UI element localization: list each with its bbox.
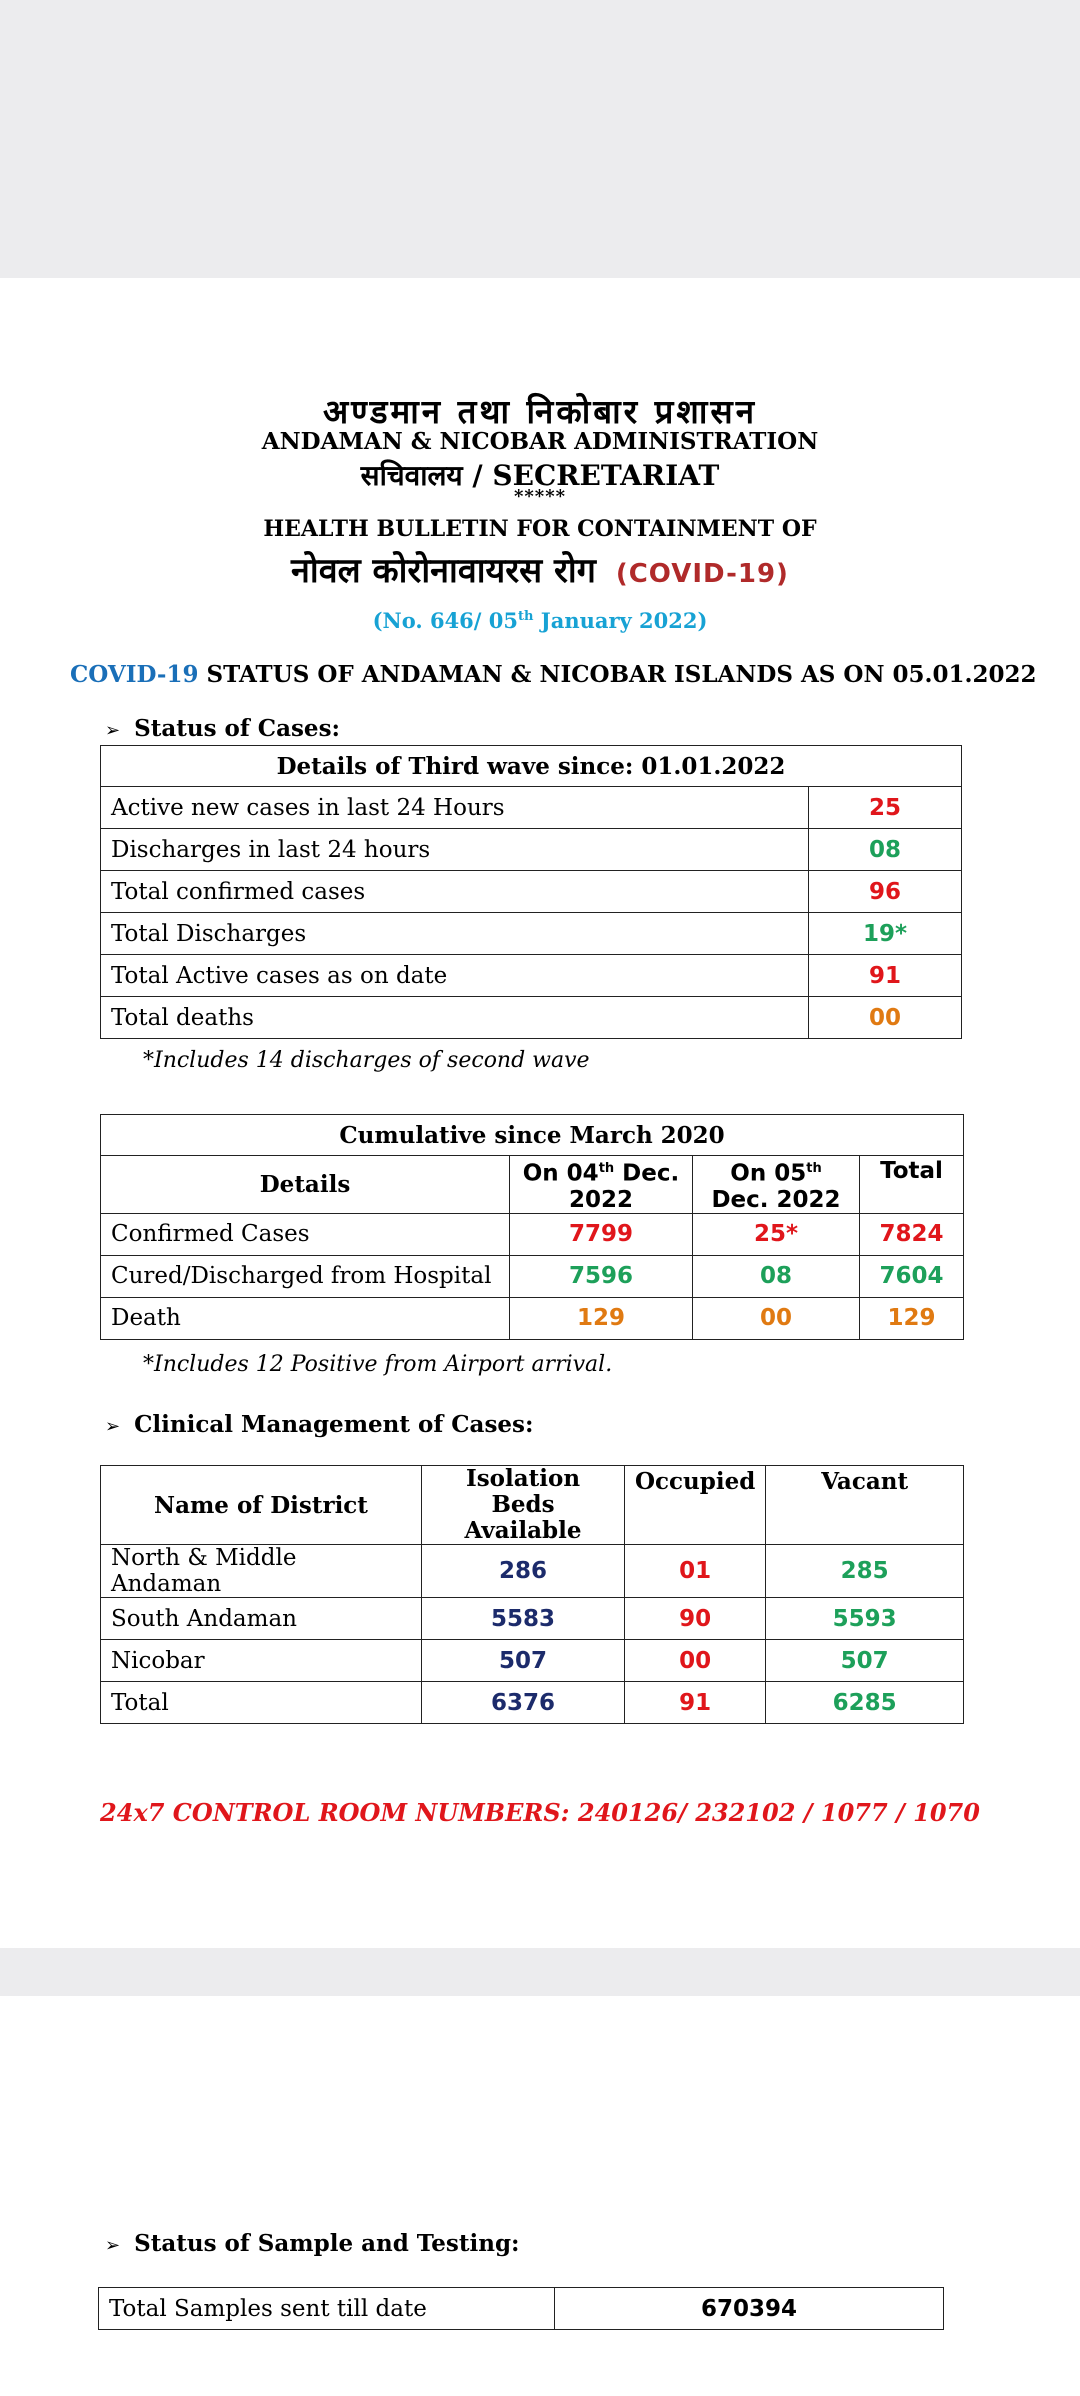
- cumulative-title-row: [101, 1115, 964, 1156]
- table-title-row: [101, 746, 962, 787]
- cumulative-header-row: [101, 1156, 964, 1214]
- clinical-body: [101, 1545, 964, 1724]
- col-dec4-a: On 04: [522, 1160, 599, 1187]
- testing-heading-text: Status of Sample and Testing:: [134, 2230, 520, 2257]
- bulletin-number-sup: th: [518, 609, 534, 624]
- control-room-numbers: 24x7 CONTROL ROOM NUMBERS: 240126/ 232102 / 1077 / 1070: [100, 1798, 980, 1827]
- row-label: Confirmed Cases: [101, 1213, 510, 1255]
- table-row: [101, 1682, 964, 1724]
- dec5-value: 25*: [693, 1213, 860, 1255]
- row-label: Total deaths: [101, 997, 809, 1039]
- col-dec5-c: Dec. 2022: [711, 1186, 841, 1213]
- table-row: [101, 955, 962, 997]
- table-row: [101, 829, 962, 871]
- clinical-table: [100, 1465, 964, 1724]
- table-row: [101, 1640, 964, 1682]
- bulletin-number-prefix: (No. 646/ 05: [372, 608, 518, 633]
- cumulative-title: Cumulative since March 2020: [101, 1115, 964, 1156]
- status-line-text: STATUS OF ANDAMAN & NICOBAR ISLANDS AS ON 05.01.2022: [198, 661, 1037, 688]
- row-label: Death: [101, 1297, 510, 1339]
- admin-title-english: ANDAMAN & NICOBAR ADMINISTRATION: [261, 428, 819, 455]
- testing-row-label: Total Samples sent till date: [99, 2288, 555, 2330]
- testing-table: [98, 2287, 944, 2330]
- total-value: 129: [860, 1297, 964, 1339]
- col-district: Name of District: [101, 1466, 422, 1545]
- table-row: [101, 1545, 964, 1598]
- stars-divider: *****: [513, 486, 567, 507]
- total-value: 7604: [860, 1255, 964, 1297]
- novel-coronavirus-hindi: नोवल कोरोनावायरस रोग: [291, 551, 596, 591]
- arrow-bullet-icon: ➢: [105, 1416, 121, 1437]
- occupied-value: 01: [625, 1545, 766, 1598]
- total-value: 7824: [860, 1213, 964, 1255]
- col-vacant: Vacant: [766, 1466, 964, 1545]
- row-label: Total Discharges: [101, 913, 809, 955]
- beds-value: 5583: [422, 1598, 625, 1640]
- bulletin-number: [0, 608, 1080, 633]
- table-row: [99, 2288, 944, 2330]
- col-dec5-sup: th: [806, 1161, 822, 1176]
- secretariat-english: SECRETARIAT: [492, 459, 720, 492]
- bulletin-page-2: [0, 1996, 1080, 2396]
- clinical-heading-text: Clinical Management of Cases:: [134, 1411, 534, 1438]
- table-row: [101, 1213, 964, 1255]
- cumulative-body: [101, 1213, 964, 1339]
- table-row: [101, 871, 962, 913]
- col-beds-b: Available: [464, 1517, 582, 1544]
- status-line: [70, 661, 1037, 688]
- vacant-value: 507: [766, 1640, 964, 1682]
- dec5-value: 00: [693, 1297, 860, 1339]
- col-dec5-a: On 05: [730, 1160, 807, 1187]
- col-dec4-b: Dec.: [614, 1160, 680, 1187]
- col-beds: [422, 1466, 625, 1545]
- row-label: Discharges in last 24 hours: [101, 829, 809, 871]
- testing-row-value: 670394: [555, 2288, 944, 2330]
- arrow-bullet-icon: ➢: [105, 720, 121, 741]
- cases-heading: [105, 715, 340, 742]
- third-wave-title: Details of Third wave since: 01.01.2022: [101, 746, 962, 787]
- occupied-value: 90: [625, 1598, 766, 1640]
- clinical-heading: [105, 1411, 533, 1438]
- third-wave-body: [101, 787, 962, 1039]
- col-total: Total: [860, 1156, 964, 1214]
- row-value: 91: [809, 955, 962, 997]
- district-name: Nicobar: [101, 1640, 422, 1682]
- table-row: [101, 913, 962, 955]
- table-row: [101, 1255, 964, 1297]
- occupied-value: 91: [625, 1682, 766, 1724]
- bulletin-heading: HEALTH BULLETIN FOR CONTAINMENT OF: [263, 516, 817, 542]
- col-details: Details: [101, 1156, 510, 1214]
- row-label: Total confirmed cases: [101, 871, 809, 913]
- admin-title-hindi: अण्डमान तथा निकोबार प्रशासन: [322, 392, 758, 431]
- beds-value: 6376: [422, 1682, 625, 1724]
- clinical-header-row: [101, 1466, 964, 1545]
- dec4-value: 7799: [510, 1213, 693, 1255]
- covid-label: (COVID-19): [615, 559, 789, 589]
- dec4-value: 7596: [510, 1255, 693, 1297]
- cases-note: *Includes 14 discharges of second wave: [143, 1048, 590, 1073]
- col-occupied: Occupied: [625, 1466, 766, 1545]
- table-row: [101, 1598, 964, 1640]
- table-row: [101, 1297, 964, 1339]
- beds-value: 286: [422, 1545, 625, 1598]
- bulletin-page-1: [0, 278, 1080, 1948]
- col-beds-a: Isolation Beds: [465, 1465, 581, 1518]
- row-value: 08: [809, 829, 962, 871]
- col-dec4-c: 2022: [568, 1186, 633, 1213]
- cumulative-note: *Includes 12 Positive from Airport arrival.: [143, 1352, 613, 1377]
- col-dec5: [693, 1156, 860, 1214]
- row-label: Cured/Discharged from Hospital: [101, 1255, 510, 1297]
- col-dec4-sup: th: [598, 1161, 615, 1176]
- arrow-bullet-icon: ➢: [105, 2235, 121, 2256]
- row-value: 25: [809, 787, 962, 829]
- row-value: 96: [809, 871, 962, 913]
- district-name: South Andaman: [101, 1598, 422, 1640]
- secretariat-hindi: सचिवालय: [360, 459, 463, 492]
- row-value: 00: [809, 997, 962, 1039]
- row-label: Active new cases in last 24 Hours: [101, 787, 809, 829]
- secretariat-separator: /: [462, 459, 493, 492]
- district-name: North & Middle Andaman: [101, 1545, 422, 1598]
- table-row: [101, 787, 962, 829]
- testing-heading: [105, 2230, 520, 2257]
- cases-heading-text: Status of Cases:: [134, 715, 341, 742]
- occupied-value: 00: [625, 1640, 766, 1682]
- beds-value: 507: [422, 1640, 625, 1682]
- table-row: [101, 997, 962, 1039]
- vacant-value: 5593: [766, 1598, 964, 1640]
- dec5-value: 08: [693, 1255, 860, 1297]
- bulletin-number-suffix: January 2022): [533, 608, 708, 633]
- col-dec4: [510, 1156, 693, 1214]
- novel-coronavirus-title: [0, 546, 1080, 592]
- vacant-value: 6285: [766, 1682, 964, 1724]
- row-label: Total Active cases as on date: [101, 955, 809, 997]
- vacant-value: 285: [766, 1545, 964, 1598]
- district-name: Total: [101, 1682, 422, 1724]
- status-line-covid: COVID-19: [70, 661, 199, 688]
- dec4-value: 129: [510, 1297, 693, 1339]
- third-wave-table: [100, 745, 962, 1039]
- row-value: 19*: [809, 913, 962, 955]
- cumulative-table: [100, 1114, 964, 1340]
